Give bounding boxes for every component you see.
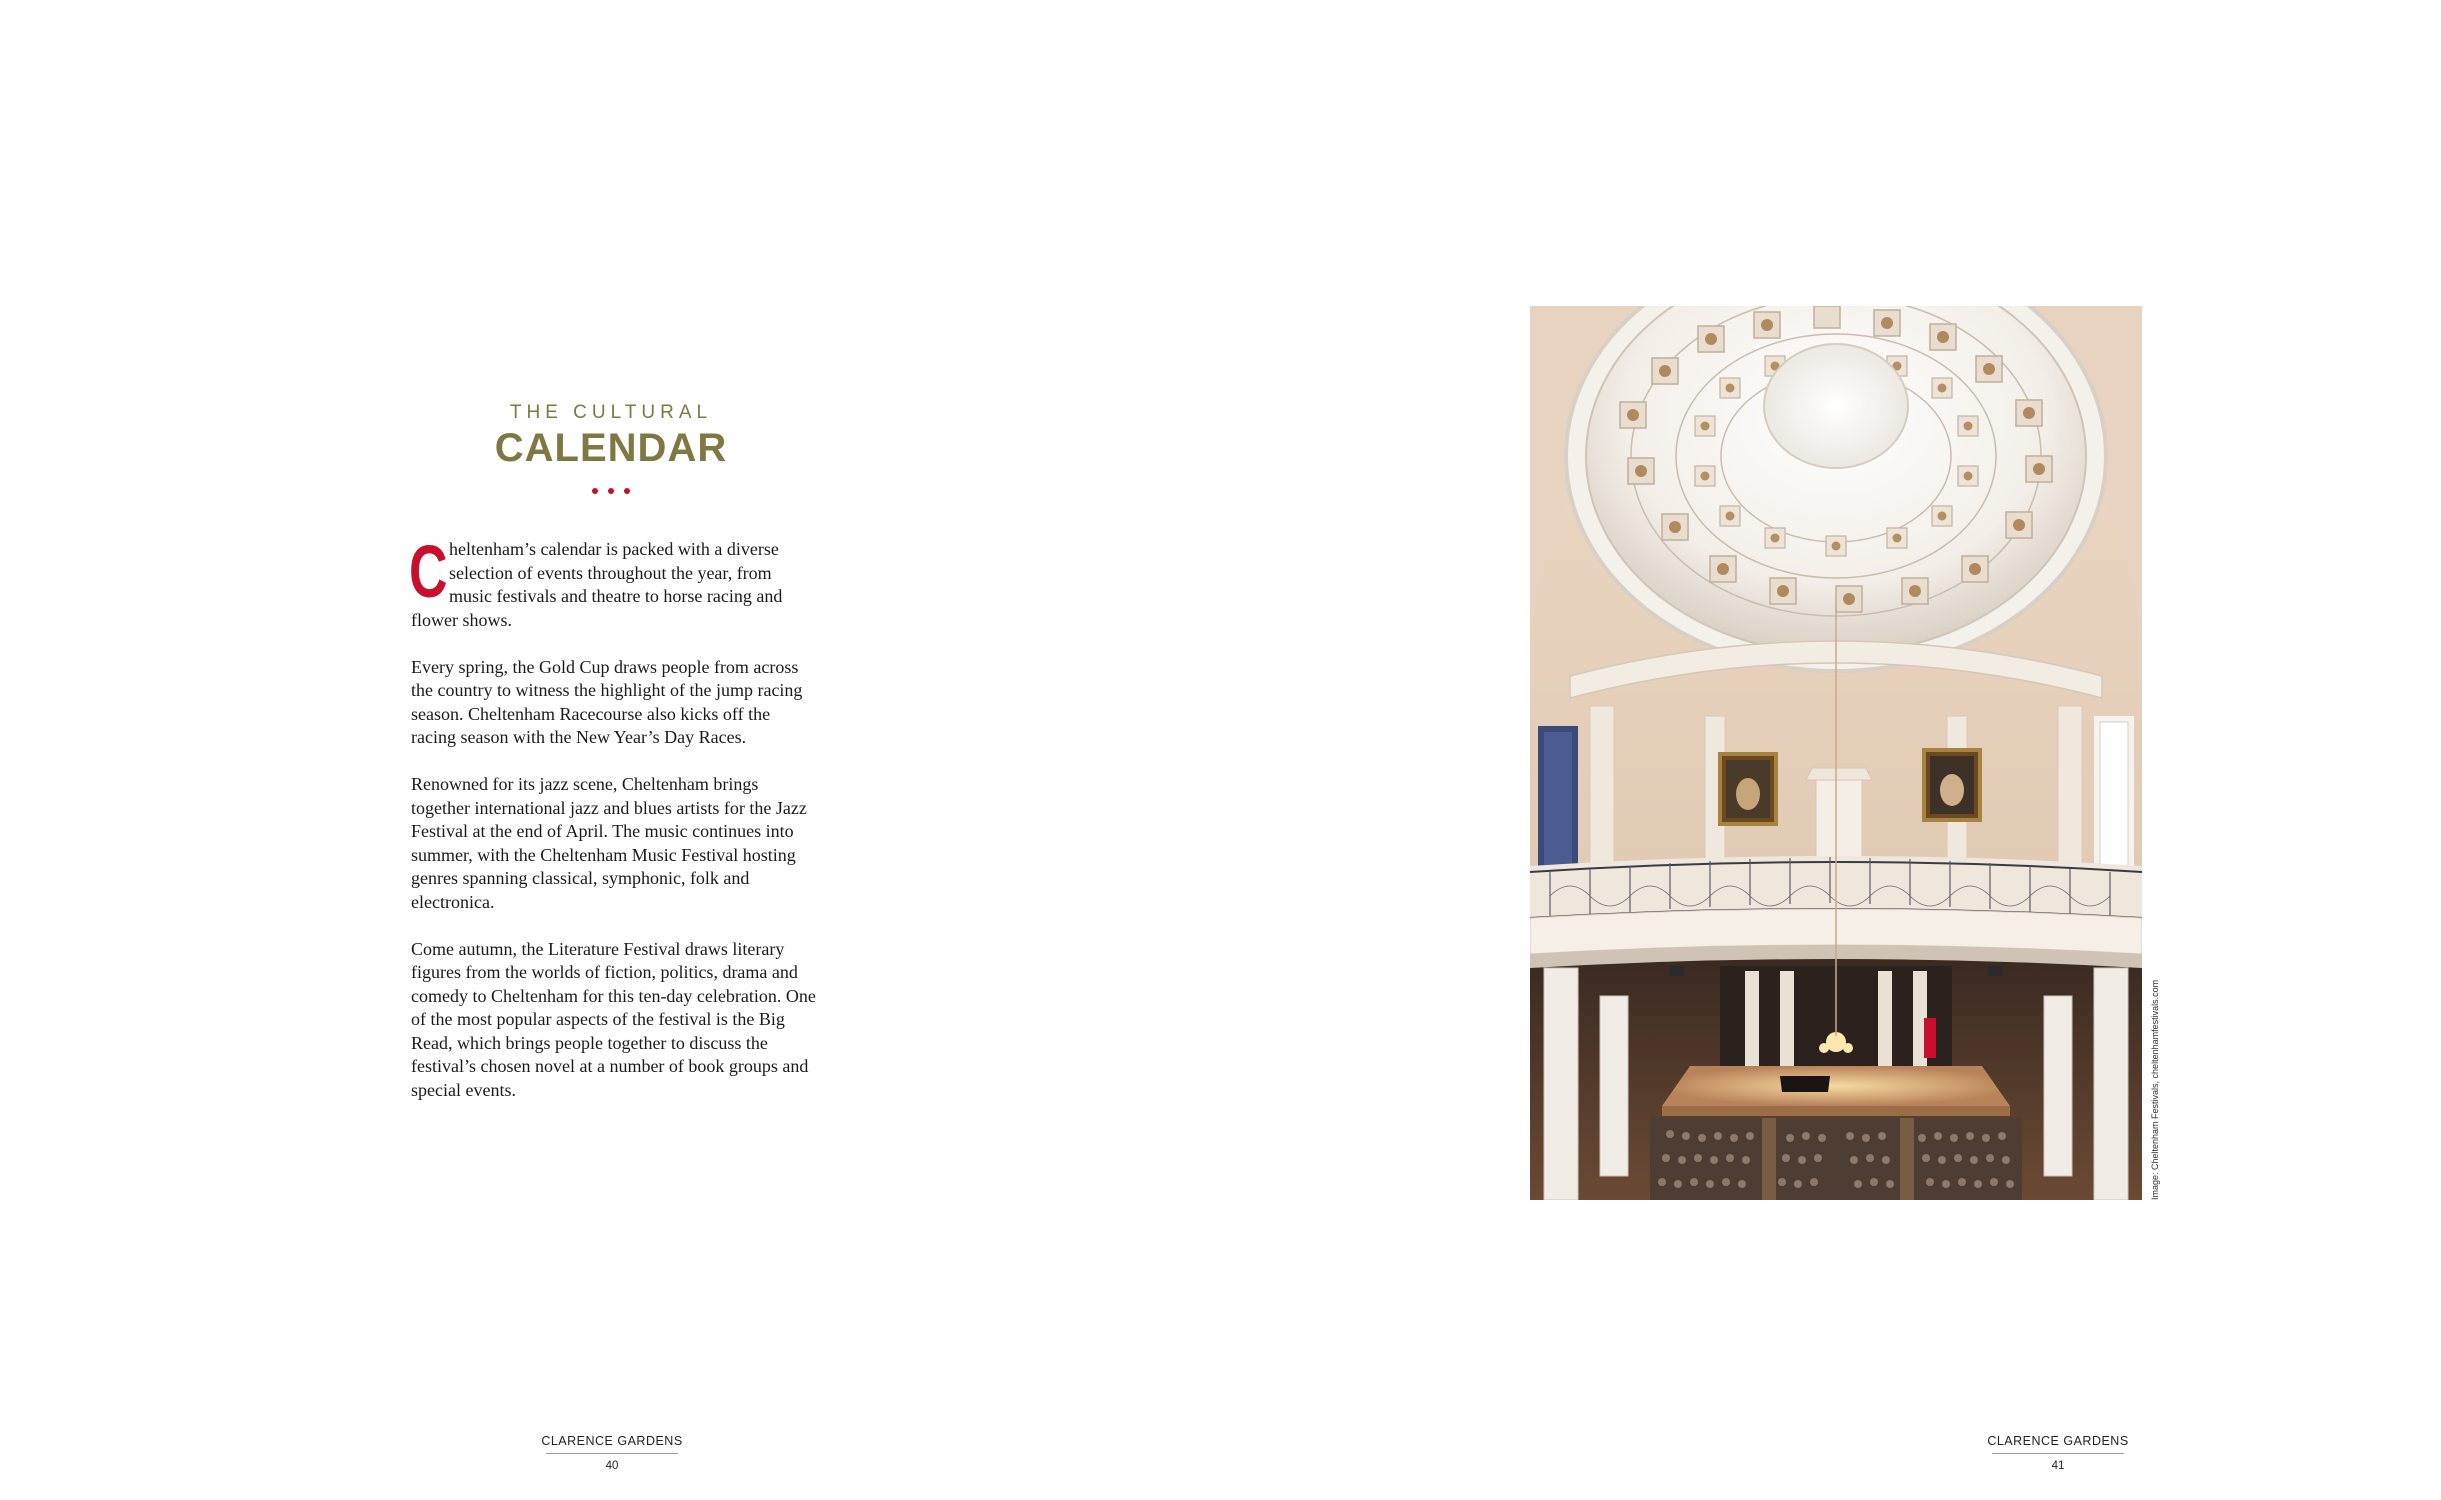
left-page bbox=[0, 0, 1220, 1500]
footer-publication-title: CLARENCE GARDENS bbox=[1987, 1434, 2129, 1448]
ornament-dot bbox=[624, 488, 630, 494]
section-kicker: THE CULTURAL bbox=[509, 402, 713, 423]
page-title: CALENDAR bbox=[494, 426, 728, 470]
footer-publication-title: CLARENCE GARDENS bbox=[541, 1434, 683, 1448]
paragraph-1-text: heltenham’s calendar is packed with a diverse selection of events throughout the year, from music festivals and theatre to horse racing and flower shows. bbox=[411, 539, 783, 630]
ornament-dots bbox=[411, 488, 811, 494]
right-page bbox=[1221, 0, 2441, 1500]
paragraph-1 bbox=[409, 530, 816, 632]
photo-credit: Image: Cheltenham Festivals, cheltenhamfestivals.com bbox=[2150, 979, 2160, 1200]
ornament-dot bbox=[608, 488, 614, 494]
page-number: 41 bbox=[2051, 1460, 2065, 1472]
page-footer-right bbox=[1958, 1434, 2158, 1472]
drop-cap: C bbox=[409, 530, 448, 613]
page-footer-left bbox=[512, 1434, 712, 1472]
paragraph-2: Every spring, the Gold Cup draws people from across the country to witness the highlight of the jump racing season. Cheltenham Racecourse also kicks off the racing season with the New Year’s Day Races. bbox=[411, 656, 803, 747]
ornament-dot bbox=[592, 488, 598, 494]
concert-hall-photo bbox=[1530, 306, 2142, 1200]
paragraph-3: Renowned for its jazz scene, Cheltenham brings together international jazz and blues artists for the Jazz Festival at the end of April. The music continues into summer, with the Cheltenham Music Festival hosting genres spanning classical, symphonic, folk and electronica. bbox=[411, 774, 807, 912]
article-body bbox=[409, 530, 816, 1126]
paragraph-4: Come autumn, the Literature Festival draws literary figures from the worlds of fiction, politics, drama and comedy to Cheltenham for this ten-day celebration. One of the most popular aspects of the festival is the Big Read, which brings people together to discuss the festival’s chosen novel at a number of book groups and special events. bbox=[411, 938, 816, 1100]
page-number: 40 bbox=[605, 1460, 619, 1472]
